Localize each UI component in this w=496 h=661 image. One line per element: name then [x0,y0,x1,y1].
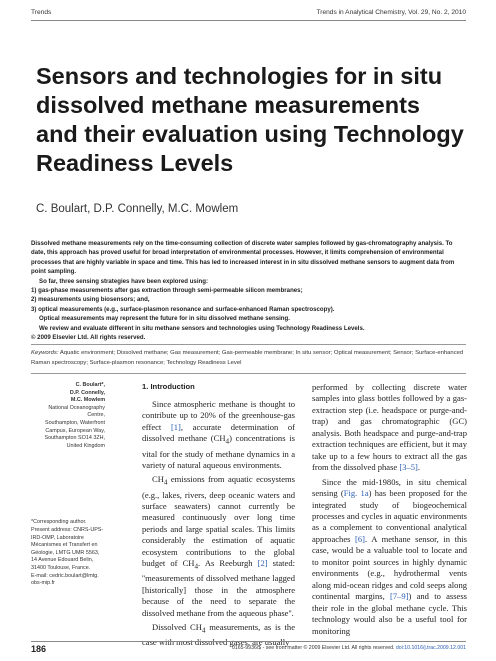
body-paragraph: $CH_4$ emissions from aquatic ecosystems (e.g., lakes, rivers, deep oceanic waters and surface seawaters) cannot currently be measured continuously over long time periods and large spatial scales. This limits considerably the estimation of aquatic ecosystem contributions to the global budget of $CH_4$. As Reeburgh [2] stated: ''measurements of dissolved methane lagged [historically] those in the atmosphere because of the need to separate the dissolved methane from the aqueous phase''. [142,474,295,618]
header-rule [31,20,466,21]
body-paragraph: Since the mid-1980s, in situ chemical sensing (Fig. 1a) has been proposed for the integrated study of biogeochemical processes and cycles in aquatic environments as a complement to conventional analytical approaches [6]. A methane sensor, in this case, would be a valuable tool to locate and to monitor point sources in highly dynamic environments (e.g., hydrothermal vents along mid-ocean ridges and cold seeps along continental margins, [7–9]) and to assess their role in the global methane cycle. This technology would also be a useful tool for monitoring [312,476,467,636]
section-heading: 1. Introduction [142,382,195,391]
corr-email[interactable]: E-mail: cedric.boulart@lmtg. [31,572,99,579]
strategy-list [31,286,467,314]
page-number: 186 [31,644,47,654]
body-column-2 [312,382,467,637]
figure-link[interactable]: Fig. 1a [343,488,369,499]
corr-line: 31400 Toulouse, France. [31,564,91,571]
strategy-item: 3) optical measurements (e.g., surface-plasmon resonance and surface-enhanced Raman spectroscopy). [31,305,335,313]
abstract-paragraph: Optical measurements may represent the future for in situ dissolved methane sensing. [39,315,290,323]
address-line: Southampton SO14 3ZH, [44,435,105,442]
affiliation-sidebar [31,382,105,588]
reference-link[interactable]: [7–9] [390,591,409,602]
keywords-rule [31,373,466,374]
section-label: Trends [31,9,52,16]
affiliation-address [31,405,105,451]
journal-citation: Trends in Analytical Chemistry, Vol. 29, No. 2, 2010 [316,9,466,16]
corr-line: 14 Avenue Edouard Belin, [31,557,94,564]
body-column-1 [142,382,295,649]
doi-link[interactable]: doi:10.1016/j.trac.2009.12.001 [395,645,466,651]
corr-line: *Corresponding author. [31,519,87,526]
address-line: National Oceanography Centre, [48,404,105,419]
address-line: Southampton, Waterfront [44,419,105,426]
address-line: Campus, European Way, [45,427,105,434]
keywords-label: Keywords: [31,350,59,356]
body-paragraph: Since atmospheric methane is thought to contribute up to 20% of the greenhouse-gas effect [1], accurate determination of dissolved methane $(CH_4)$ concentrations is vital for the study of methane dynamics in a variety of natural aqueous environments. [142,399,295,470]
author-name: C. Boulart*, [75,382,105,388]
author-name: D.P. Connelly, [69,389,105,396]
corr-line: Present address: CNRS-UPS- [31,526,104,533]
issn-line: 0165-9936/$ - see front matter © 2009 Elsevier Ltd. All rights reserved. [232,645,395,651]
author-list: C. Boulart, D.P. Connelly, M.C. Mowlem [36,203,239,215]
reference-link[interactable]: [3–5] [399,462,418,473]
reference-link[interactable]: [6] [355,533,366,544]
affiliation-names [31,382,105,405]
body-paragraph: Dissolved $CH_4$ measurements, as is the case with most dissolved gases, are usually [142,622,296,648]
keywords-text: Aquatic environment; Dissolved methane; Gas measurement; Gas-permeable membrane; In situ sensor; Optical measurement; Sensor; Surface-enhanced Raman spectroscopy; Surface-plasmon resonance; Technology Readiness Level [31,350,464,366]
abstract [31,239,467,342]
copyright-line: © 2009 Elsevier Ltd. All rights reserved. [31,334,146,342]
corr-line: IRD-OMP, Laboratoire [31,534,84,541]
strategy-item: 1) gas-phase measurements after gas extraction through semi-permeable silicon membranes; [31,287,303,295]
reference-link[interactable]: [1] [170,421,181,432]
corr-line: Mécanismes et Transfert en [31,542,98,549]
corr-email[interactable]: obs-mip.fr [31,580,55,587]
author-name: M.C. Mowlem [70,397,105,404]
corresponding-author [31,519,105,587]
strategy-item: 2) measurements using biosensors; and, [31,296,150,304]
abstract-paragraph: So far, three sensing strategies have been explored using: [39,277,208,285]
address-line: United Kingdom [66,442,105,449]
corr-line: Géologie, LMTG UMR 5563, [31,549,100,556]
article-title: Sensors and technologies for in situ dissolved methane measurements and their evaluation using Technology Readiness Levels [36,63,464,176]
abstract-paragraph: Dissolved methane measurements rely on the time-consuming collection of discrete water samples followed by gas-chromatography analysis. To date, this approach has proved useful for broad interpretation of environmental processes. However, it limits comprehension of environmental processes that are highly variable in space and time. This has led to increased interest in in situ dissolved methane sensors to augment data from point sampling. [31,240,455,276]
abstract-paragraph: We review and evaluate different in situ methane sensors and technologies using Technology Readiness Levels. [39,324,365,332]
body-paragraph: performed by collecting discrete water samples into glass bottles followed by a gas-extraction step (i.e. headspace or purge-and-trap) and gas chromatographic (GC) analysis. Both headspace and purge-and-trap extraction techniques are efficient, but it may take up to a few hours to extract all the gas from the dissolved phase [3–5]. [312,382,467,473]
footer-text [232,645,466,651]
keywords [31,349,471,368]
reference-link[interactable]: [2] [257,558,268,569]
abstract-rule [31,344,466,345]
footer-rule [31,641,466,642]
